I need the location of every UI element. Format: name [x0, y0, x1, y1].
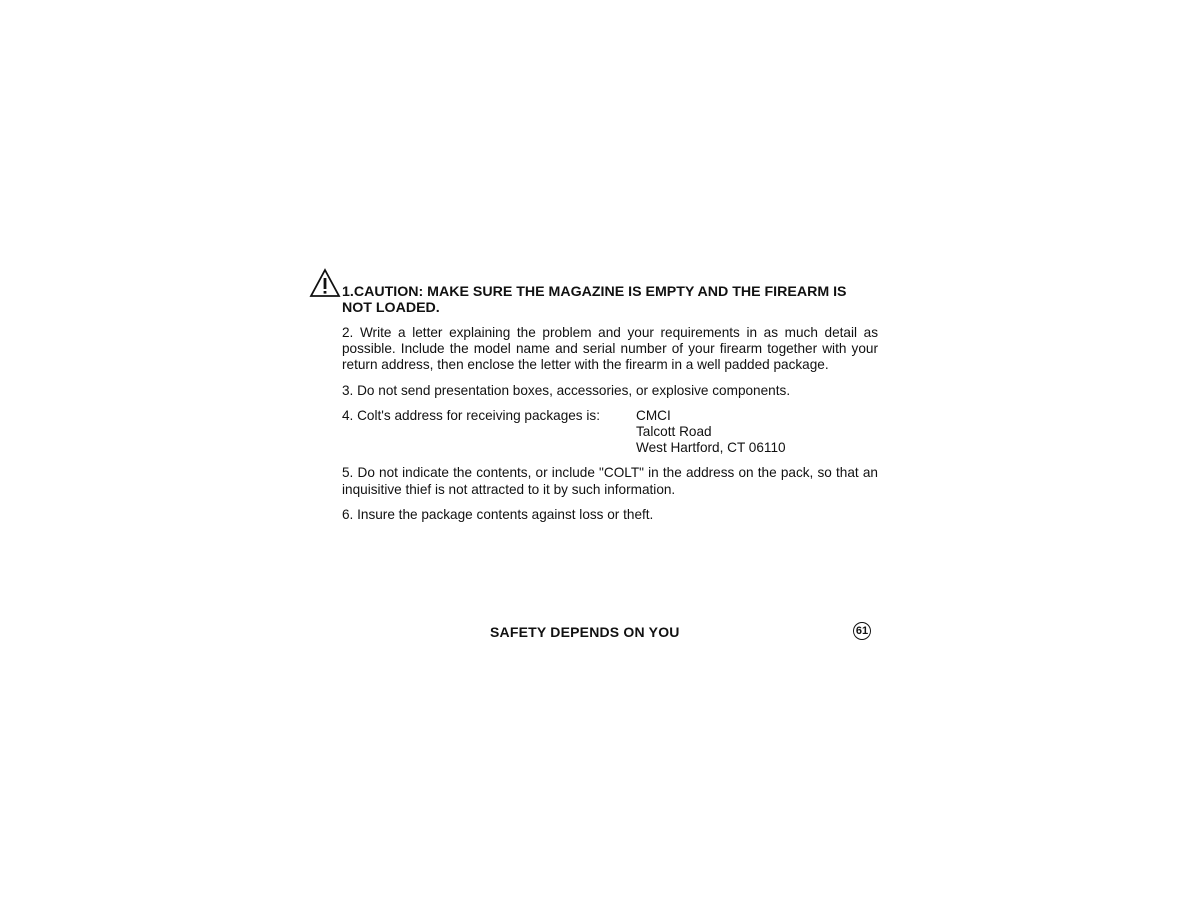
address-line-3: West Hartford, CT 06110 — [636, 440, 786, 456]
instruction-item-4 — [342, 408, 878, 457]
instruction-item-2: 2. Write a letter explaining the problem and your requirements in as much detail as possible. Include the model name and serial number of your firearm together with your return address, then enclose the letter with the firearm in a well padded package. — [342, 325, 878, 373]
caution-label: CAUTION: — [353, 284, 424, 300]
caution-text: MAKE SURE THE MAGAZINE IS EMPTY AND THE FIREARM IS NOT LOADED. — [342, 284, 847, 316]
page-number: 61 — [853, 622, 871, 640]
address-lead-text: 4. Colt's address for receiving packages is: — [342, 407, 600, 423]
instruction-item-5: 5. Do not indicate the contents, or include "COLT" in the address on the pack, so that an inquisitive thief is not attracted to it by such information. — [342, 465, 878, 497]
address-line-1: CMCI — [636, 407, 671, 423]
caution-number: 1. — [342, 284, 354, 300]
footer-title: SAFETY DEPENDS ON YOU — [490, 624, 680, 640]
instruction-item-6: 6. Insure the package contents against loss or theft. — [342, 506, 654, 522]
warning-icon — [309, 268, 341, 298]
caution-item — [342, 284, 878, 316]
instructions-list — [342, 284, 878, 532]
address-line-2: Talcott Road — [636, 424, 712, 440]
instruction-item-3: 3. Do not send presentation boxes, accessories, or explosive components. — [342, 382, 791, 398]
address-block — [636, 408, 786, 457]
